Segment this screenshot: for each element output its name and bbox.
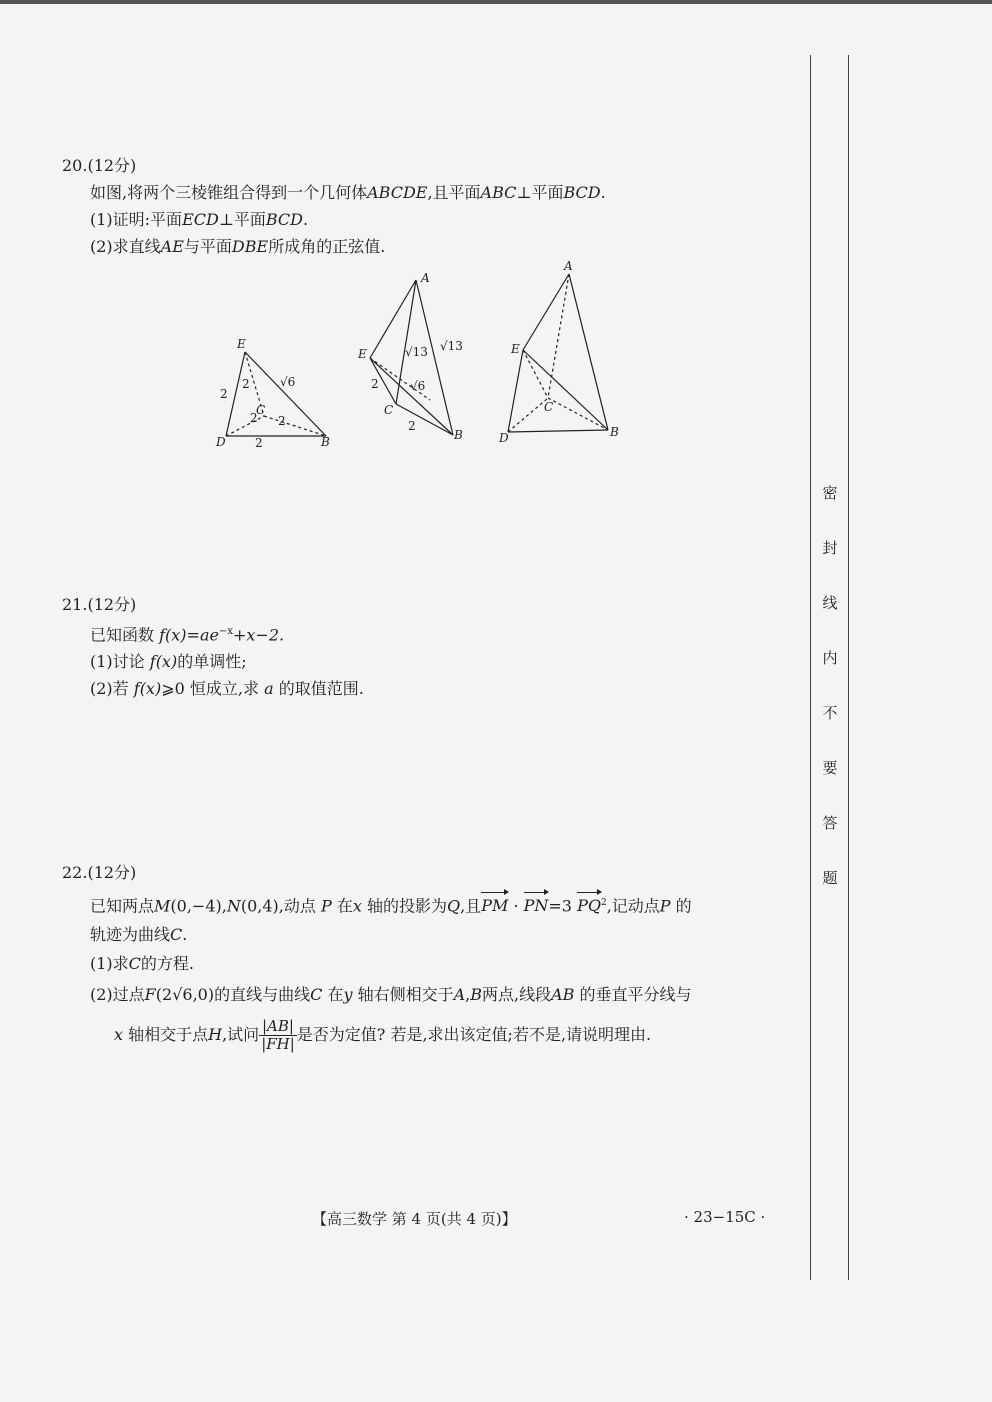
fig2-label-C: C bbox=[384, 403, 394, 417]
fig1-len-DB: 2 bbox=[255, 436, 263, 450]
footer-title: 【高三数学 第 4 页(共 4 页)】 bbox=[312, 1210, 517, 1228]
vector-PM: PM bbox=[481, 891, 508, 920]
q20-stem: 如图,将两个三棱锥组合得到一个几何体ABCDE,且平面ABC⊥平面BCD. bbox=[90, 183, 606, 202]
seal-char: 答 bbox=[822, 814, 838, 832]
fig1-label-E: E bbox=[237, 337, 246, 351]
fig2-len-CB: 2 bbox=[408, 419, 416, 433]
seal-char: 封 bbox=[822, 539, 838, 557]
fig1-label-B: B bbox=[321, 435, 330, 449]
fig1-len-DC: 2 bbox=[250, 411, 258, 425]
fig2-len-EC: 2 bbox=[371, 377, 379, 391]
fraction-AB-over-FH: $\frac{|AB|}{|FH|}$ bbox=[261, 1017, 295, 1054]
figure-3 bbox=[508, 274, 608, 432]
figure-1 bbox=[226, 352, 326, 436]
seal-char: 线 bbox=[822, 594, 838, 612]
fig3-label-A: A bbox=[564, 260, 573, 273]
fig1-label-D: D bbox=[216, 435, 226, 449]
fig2-len-AB: √13 bbox=[440, 339, 463, 353]
fig1-len-CB: 2 bbox=[278, 414, 286, 428]
fig3-label-C: C bbox=[544, 400, 554, 414]
fig3-label-B: B bbox=[610, 425, 619, 439]
seal-char: 不 bbox=[822, 704, 838, 722]
q22-line2: 轨迹为曲线C. bbox=[90, 925, 188, 945]
seal-line-right bbox=[848, 55, 849, 1280]
q22-line4: x 轴相交于点H,试问 $\frac{|AB|}{|FH|}$ 是否为定值? 若是,求出该定值;若不是,请说明理由. bbox=[114, 1017, 652, 1054]
fig2-len-AC: √13 bbox=[405, 345, 428, 359]
top-border bbox=[0, 0, 992, 4]
fig2-label-A: A bbox=[421, 271, 430, 285]
footer-code: · 23−15C · bbox=[684, 1208, 766, 1226]
vector-PQ: PQ bbox=[577, 891, 601, 920]
q21-part2: (2)若 f(x)⩾0 恒成立,求 a 的取值范围. bbox=[90, 679, 364, 699]
fig3-label-D: D bbox=[499, 431, 509, 445]
q21-stem: 已知函数 $f(x)=ae^{-x}+x-2$. bbox=[90, 625, 285, 645]
fig2-label-B: B bbox=[454, 428, 463, 442]
q21-header: 21.(12分) bbox=[62, 595, 137, 614]
seal-char: 题 bbox=[822, 869, 838, 887]
question-21 bbox=[62, 591, 364, 702]
fig1-len-CE: 2 bbox=[242, 377, 250, 391]
q20-part1: (1)证明:平面ECD⊥平面BCD. bbox=[90, 210, 309, 229]
q22-header: 22.(12分) bbox=[62, 863, 137, 882]
q20-header: 20.(12分) bbox=[62, 156, 137, 175]
q22-part1: (1)求C的方程. bbox=[90, 954, 195, 974]
question-20 bbox=[62, 152, 606, 260]
q20-part2: (2)求直线AE与平面DBE所成角的正弦值. bbox=[90, 237, 386, 256]
seal-text bbox=[818, 466, 842, 906]
fig3-label-E: E bbox=[511, 342, 520, 356]
fig1-len-DE: 2 bbox=[220, 387, 228, 401]
seal-char: 要 bbox=[822, 759, 838, 777]
q20-figures bbox=[200, 260, 650, 460]
fig1-len-BE: √6 bbox=[280, 375, 296, 389]
question-22 bbox=[62, 858, 692, 1053]
fig1-label-C: C bbox=[256, 403, 266, 417]
q22-part2: (2)过点F(2√6,0)的直线与曲线C 在y 轴右侧相交于A,B两点,线段AB 的垂直平分线与 bbox=[90, 985, 692, 1005]
fig2-len-EB: √6 bbox=[410, 379, 426, 393]
q22-line1: 已知两点M(0,−4),N(0,4),动点 P 在x 轴的投影为Q,且PM · PN=3 $PQ^2$,记动点P 的 bbox=[90, 889, 692, 920]
seal-char: 密 bbox=[822, 484, 838, 502]
fig2-label-E: E bbox=[358, 347, 367, 361]
vector-PN: PN bbox=[524, 891, 549, 920]
seal-line-left bbox=[810, 55, 811, 1280]
seal-char: 内 bbox=[822, 649, 838, 667]
q21-part1: (1)讨论 f(x)的单调性; bbox=[90, 652, 247, 672]
